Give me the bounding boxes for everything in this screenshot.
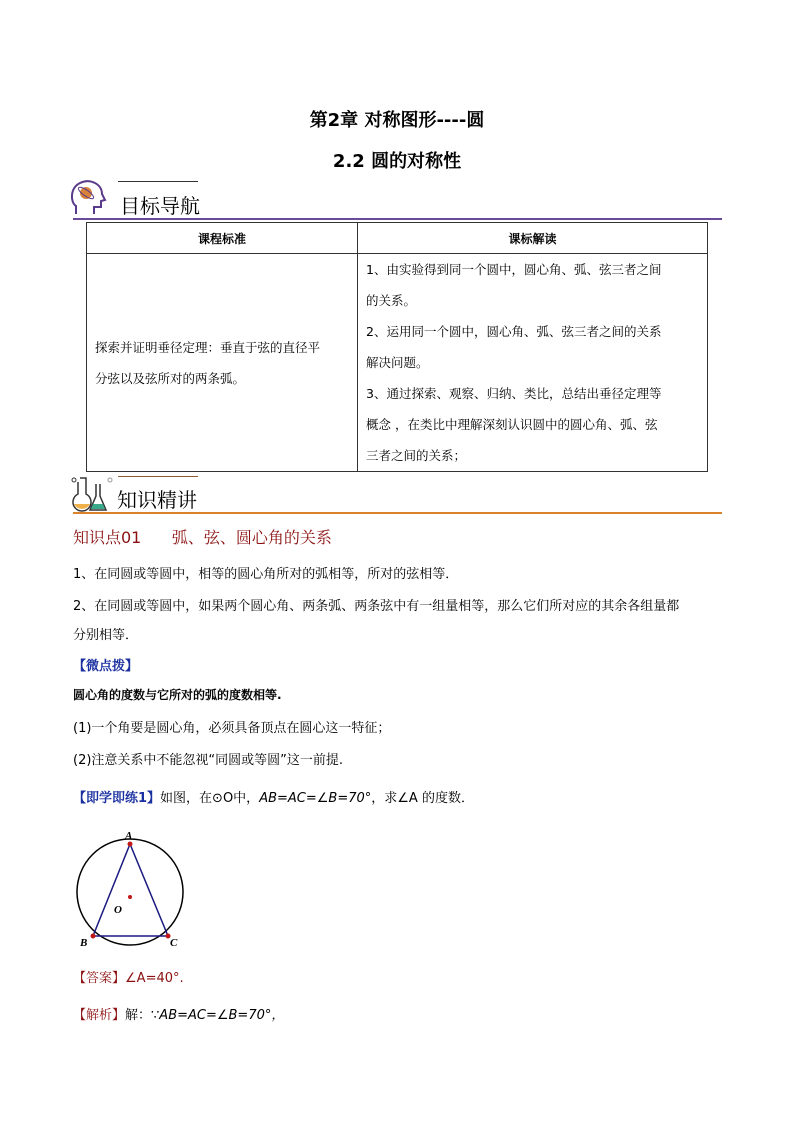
paragraph: 分别相等． (73, 628, 139, 643)
interpretation-line: 三者之间的关系； (366, 448, 467, 463)
interpretation-line: 解决问题。 (366, 355, 429, 370)
paragraph: 2、在同圆或等圆中，如果两个圆心角、两条弧、两条弦中有一组量相等，那么它们所对应的其余各组量都 (73, 599, 680, 614)
exercise-text: 如图，在⊙O中， (160, 791, 260, 806)
solution-text: 解：∵ (125, 1008, 160, 1023)
divider (73, 512, 722, 514)
divider (73, 218, 722, 220)
answer-line (73, 967, 184, 986)
solution-line (73, 1004, 284, 1023)
exercise-label: 【即学即练1】 (73, 791, 161, 806)
exercise-text: ，求∠A 的度数． (371, 791, 474, 806)
header-accent-line (118, 181, 198, 182)
standard-text: 探索并证明垂径定理：垂直于弦的直径平 (95, 339, 321, 355)
tip-bold: 圆心角的度数与它所对的弧的度数相等. (73, 688, 282, 702)
knowledge-point-title: 知识点01 弧、弦、圆心角的关系 (73, 528, 332, 547)
label-B: B (80, 937, 88, 949)
answer-text: ∠A=40°. (125, 971, 184, 986)
table-header: 课标解读 (358, 223, 708, 254)
circle-figure (72, 822, 192, 952)
interpretation-line: 1、由实验得到同一个圆中，圆心角、弧、弦三者之间 (366, 262, 662, 277)
tip-item: (2)注意关系中不能忽视“同圆或等圆”这一前提. (73, 753, 344, 768)
table-header: 课程标准 (87, 223, 358, 254)
section-title: 2.2 圆的对称性 (332, 151, 462, 172)
solution-math: AB=AC=∠B=70°， (159, 1008, 285, 1023)
answer-label: 【答案】 (73, 971, 126, 986)
tip-label: 【微点拨】 (73, 659, 139, 674)
label-C: C (170, 937, 178, 949)
chapter-title: 第2章 对称图形----圆 (309, 110, 485, 131)
header-accent-line (118, 476, 198, 477)
tip-item: (1)一个角要是圆心角，必须具备顶点在圆心这一特征； (73, 721, 391, 736)
exercise-line (73, 787, 474, 806)
section-heading-knowledge: 知识精讲 (117, 488, 197, 512)
head-brain-icon (68, 178, 108, 218)
solution-label: 【解析】 (73, 1008, 126, 1023)
exercise-math: AB=AC=∠B=70° (259, 791, 372, 806)
section-heading-goals: 目标导航 (120, 194, 200, 218)
curriculum-table (86, 222, 708, 472)
interpretation-line: 概念 ，在类比中理解深刻认识圆中的圆心角、弧、弦 (366, 417, 658, 432)
label-O: O (114, 904, 122, 916)
interpretation-line: 2、运用同一个圆中，圆心角、弧、弦三者之间的关系 (366, 324, 662, 339)
interpretation-line: 的关系。 (366, 293, 417, 308)
flask-icon (70, 474, 116, 512)
interpretation-line: 3、通过探索、观察、归纳、类比，总结出垂径定理等 (366, 386, 662, 401)
paragraph: 1、在同圆或等圆中，相等的圆心角所对的弧相等，所对的弦相等． (73, 567, 459, 582)
standard-text: 分弦以及弦所对的两条弧。 (95, 370, 246, 386)
label-A: A (125, 830, 133, 842)
